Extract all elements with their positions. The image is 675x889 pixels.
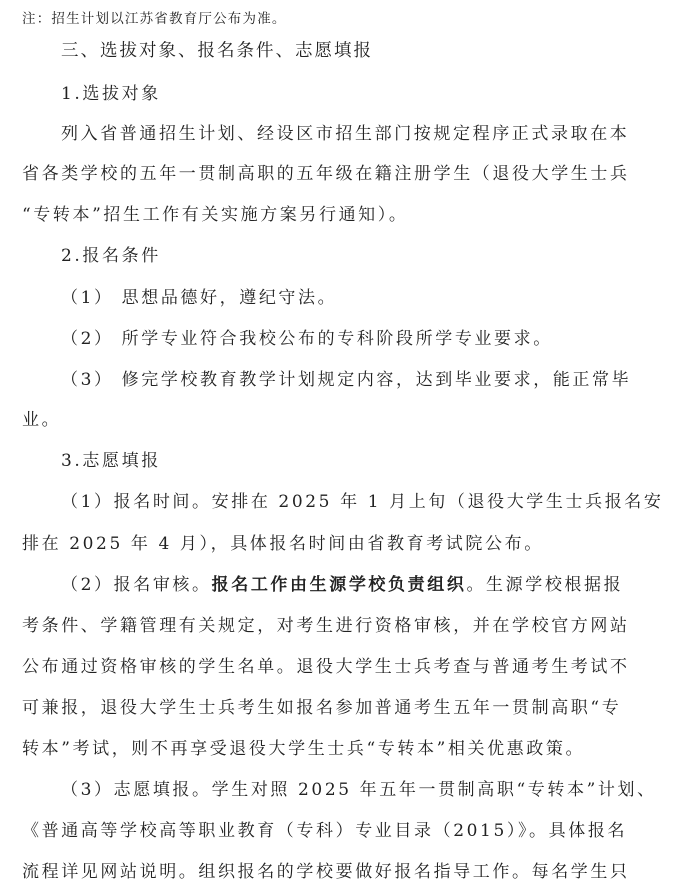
section-title: 三、选拔对象、报名条件、志愿填报 [61,41,373,61]
text-run: （2）报名审核。 [61,575,212,595]
condition-item: （1） 思想品德好，遵纪守法。 [61,288,338,308]
paragraph-line: 列入省普通招生计划、经设区市招生部门按规定程序正式录取在本 [61,124,630,144]
subsection-title-application: 3.志愿填报 [61,451,161,471]
subsection-title-selection: 1.选拔对象 [61,84,161,104]
emphasis-text: 报名工作由生源学校负责组织 [211,575,467,595]
condition-item: （2） 所学专业符合我校公布的专科阶段所学专业要求。 [61,329,553,349]
paragraph-line: （1）报名时间。安排在 2025 年 1 月上旬（退役大学生士兵报名安 [61,492,664,512]
condition-item: （3） 修完学校教育教学计划规定内容，达到毕业要求，能正常毕 [61,370,632,390]
paragraph-line: 考条件、学籍管理有关规定，对考生进行资格审核，并在学校官方网站 [22,616,630,636]
paragraph-line: 《普通高等学校高等职业教育（专科）专业目录（2015）》。具体报名 [22,821,628,841]
subsection-title-conditions: 2.报名条件 [61,246,161,266]
paragraph-line: 公布通过资格审核的学生名单。退役大学生士兵考查与普通考生考试不 [22,657,630,677]
paragraph-line: 排在 2025 年 4 月），具体报名时间由省教育考试院公布。 [22,534,544,554]
paragraph-line: 流程详见网站说明。组织报名的学校要做好报名指导工作。每名学生只 [22,862,630,882]
paragraph-line: 业。 [22,410,62,430]
paragraph-line: 省各类学校的五年一贯制高职的五年级在籍注册学生（退役大学生士兵 [22,164,630,184]
text-run: 。生源学校根据报 [466,575,624,595]
paragraph-line: 可兼报，退役大学生士兵考生如报名参加普通考生五年一贯制高职“专 [22,698,622,718]
paragraph-line: “专转本”招生工作有关实施方案另行通知）。 [22,205,409,225]
paragraph-line [61,575,623,595]
paragraph-line: 转本”考试，则不再享受退役大学生士兵“专转本”相关优惠政策。 [22,739,586,759]
footnote: 注：招生计划以江苏省教育厅公布为准。 [22,11,287,27]
paragraph-line: （3）志愿填报。学生对照 2025 年五年一贯制高职“专转本”计划、 [61,780,657,800]
